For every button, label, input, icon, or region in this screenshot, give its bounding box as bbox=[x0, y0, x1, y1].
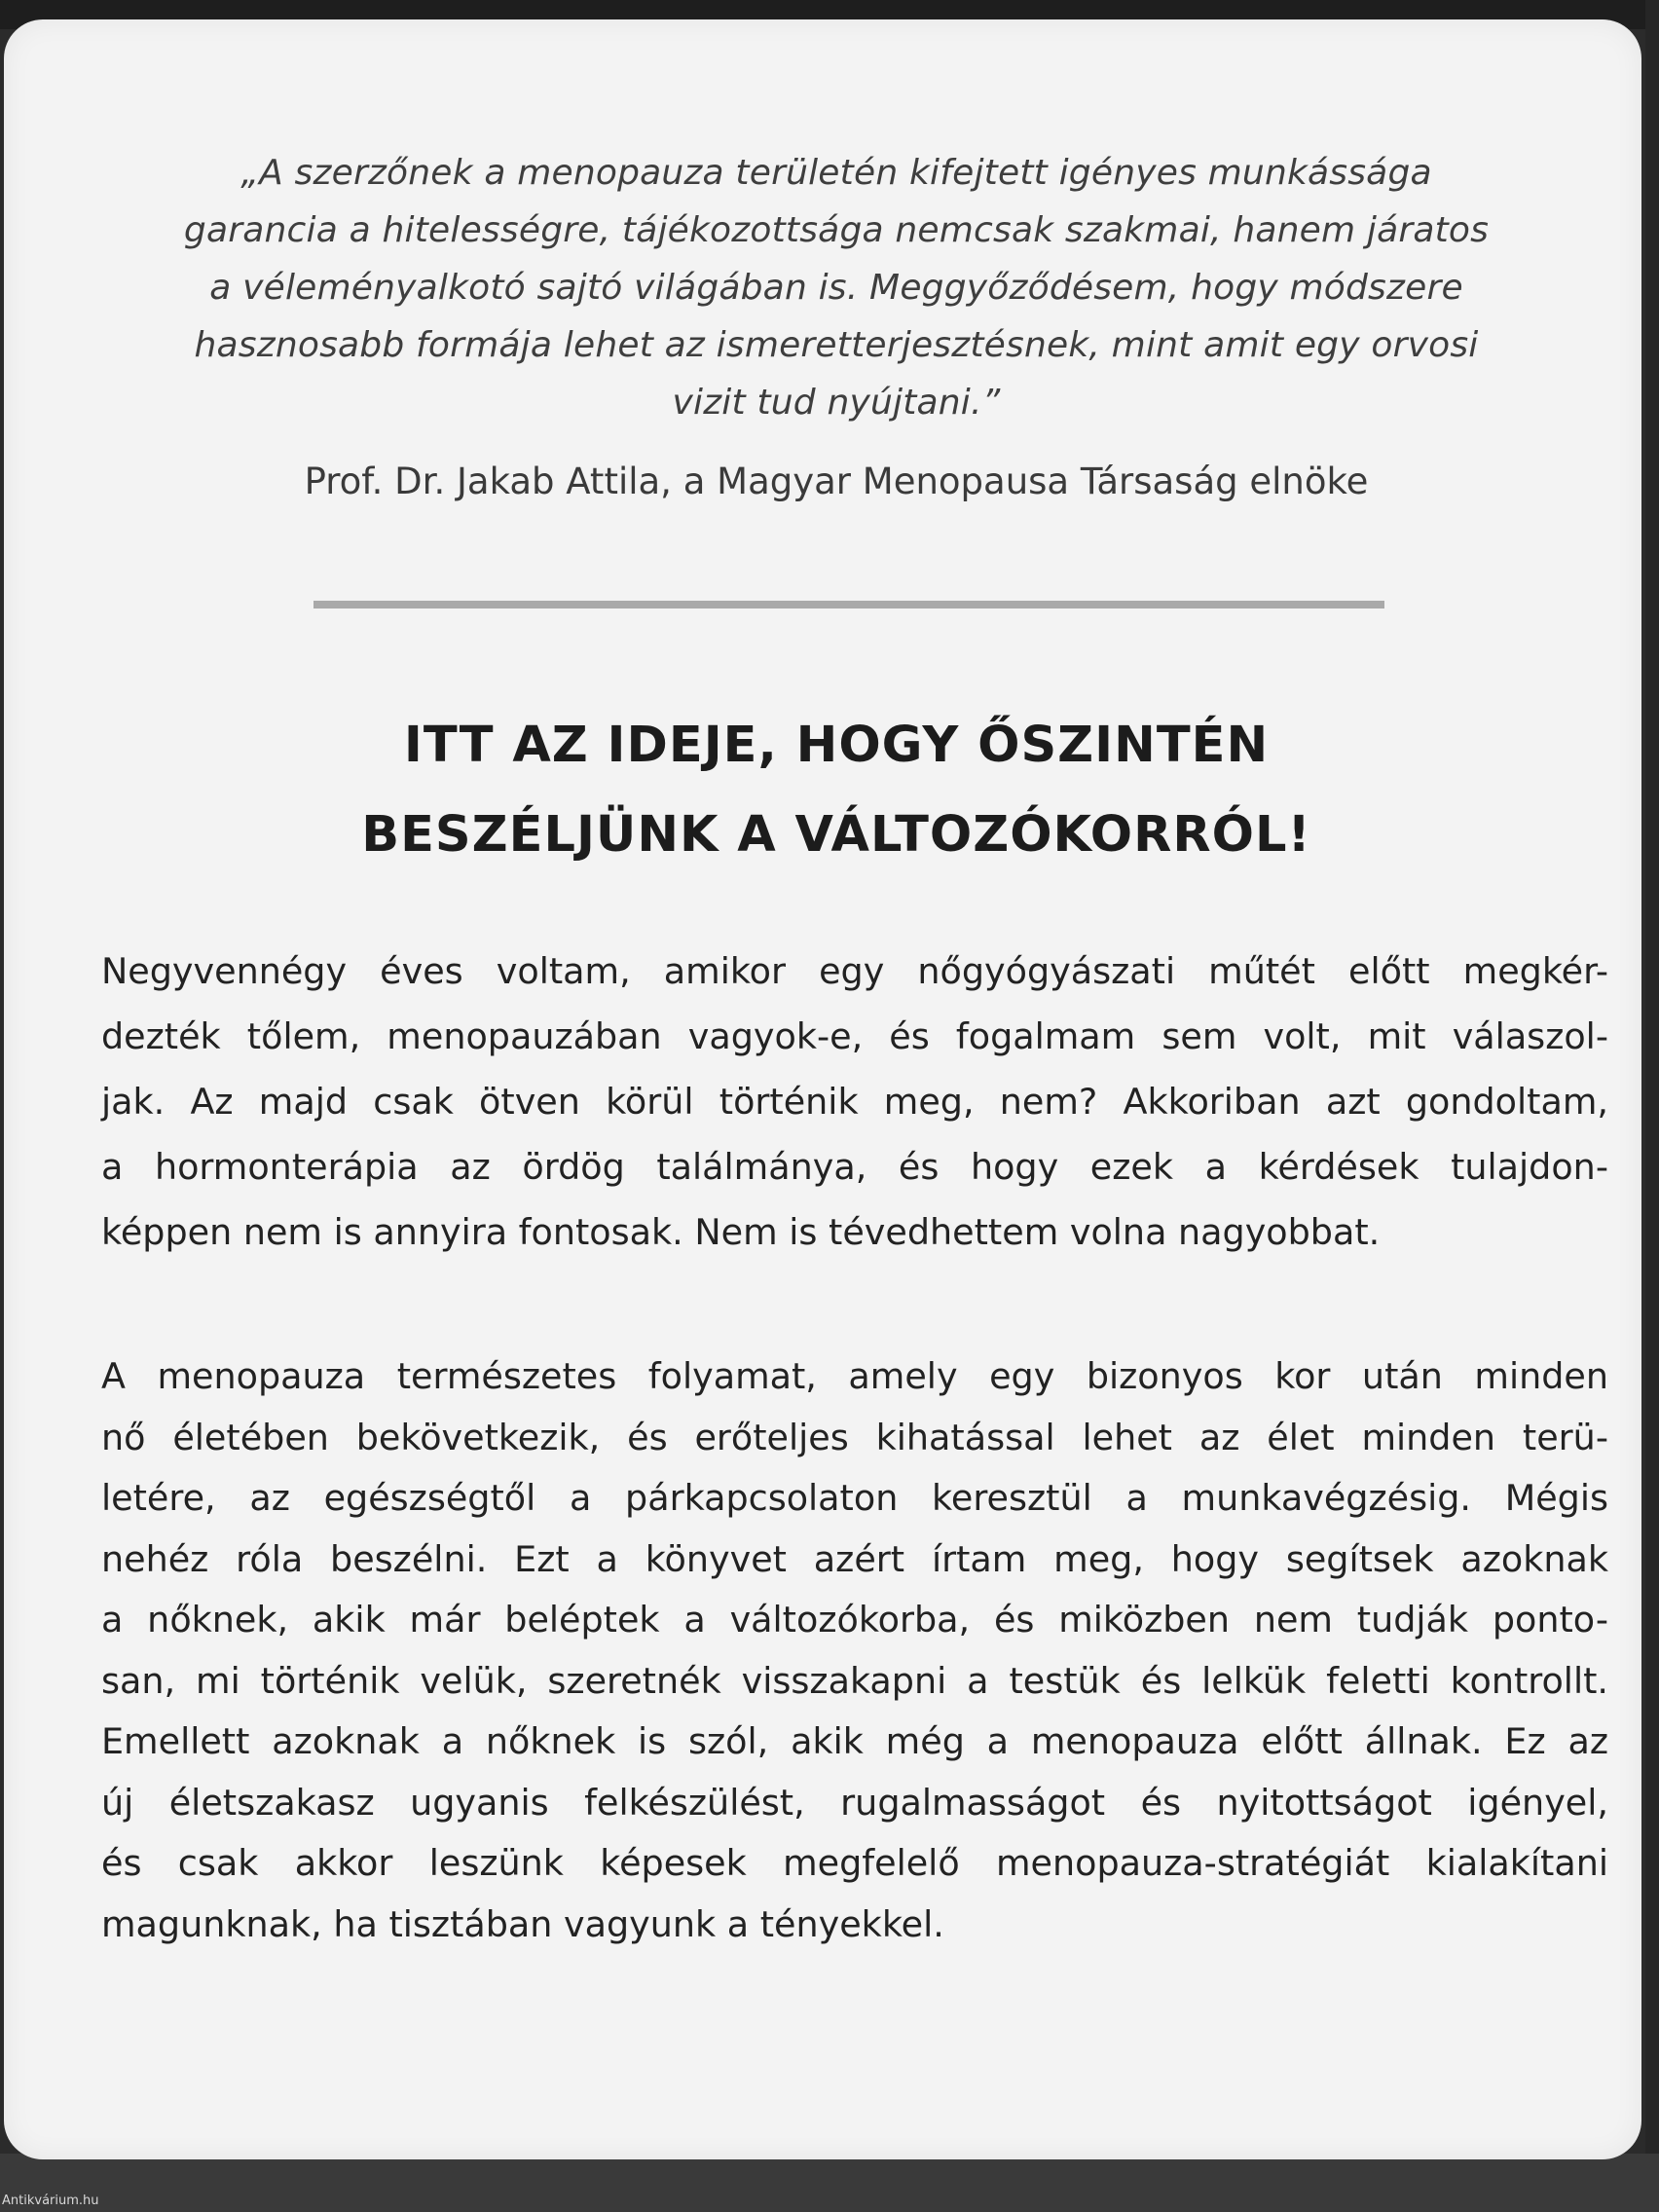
body-paragraph-1 bbox=[101, 939, 1608, 1265]
quote-attribution: Prof. Dr. Jakab Attila, a Magyar Menopausa Társaság elnöke bbox=[304, 461, 1369, 502]
paragraph-line: a hormonterápia az ördög találmánya, és hogy ezek a kérdések tulajdon- bbox=[101, 1146, 1608, 1188]
paragraph-line: új életszakasz ugyanis felkészülést, rugalmasságot és nyitottságot igényel, bbox=[101, 1781, 1608, 1824]
paragraph-line: a nőknek, akik már beléptek a változókorba, és miközben nem tudják ponto- bbox=[101, 1599, 1608, 1641]
headline-line: BESZÉLJÜNK A VÁLTOZÓKORRÓL! bbox=[361, 806, 1311, 864]
paragraph-line: nő életében bekövetkezik, és erőteljes kihatással lehet az élet minden terü- bbox=[101, 1416, 1608, 1458]
paragraph-line: Negyvennégy éves voltam, amikor egy nőgyógyászati műtét előtt megkér- bbox=[101, 950, 1608, 992]
quote-line: hasznosabb formája lehet az ismeretterjesztésnek, mint amit egy orvosi bbox=[194, 325, 1479, 365]
headline-line: ITT AZ IDEJE, HOGY ŐSZINTÉN bbox=[403, 717, 1270, 774]
quote-line: a véleményalkotó sajtó világában is. Meggyőződésem, hogy módszere bbox=[209, 268, 1463, 308]
watermark: Antikvárium.hu bbox=[2, 2194, 99, 2208]
background-bottom bbox=[0, 2154, 1659, 2212]
endorsement-quote bbox=[111, 144, 1562, 431]
quote-line: vizit tud nyújtani.” bbox=[672, 383, 1001, 423]
background-right bbox=[1645, 0, 1659, 2212]
paragraph-line: Emellett azoknak a nőknek is szól, akik még a menopauza előtt állnak. Ez az bbox=[101, 1720, 1608, 1762]
book-back-cover bbox=[4, 19, 1641, 2159]
paragraph-line: jak. Az majd csak ötven körül történik meg, nem? Akkoriban azt gondoltam, bbox=[101, 1081, 1608, 1123]
body-paragraph-2 bbox=[101, 1346, 1608, 1955]
paragraph-line: san, mi történik velük, szeretnék visszakapni a testük és lelkük feletti kontrollt. bbox=[101, 1659, 1608, 1702]
quote-line: garancia a hitelességre, tájékozottsága nemcsak szakmai, hanem járatos bbox=[183, 210, 1490, 250]
paragraph-line: képpen nem is annyira fontosak. Nem is tévedhettem volna nagyobbat. bbox=[101, 1211, 1381, 1253]
paragraph-line: letére, az egészségtől a párkapcsolaton keresztül a munkavégzésig. Mégis bbox=[101, 1477, 1608, 1519]
paragraph-line: magunknak, ha tisztában vagyunk a tényekkel. bbox=[101, 1902, 944, 1945]
quote-line: „A szerzőnek a menopauza területén kifejtett igényes munkássága bbox=[240, 153, 1432, 193]
section-divider bbox=[313, 601, 1384, 608]
paragraph-line: és csak akkor leszünk képesek megfelelő menopauza-stratégiát kialakítani bbox=[101, 1842, 1608, 1884]
paragraph-line: dezték tőlem, menopauzában vagyok-e, és fogalmam sem volt, mit válaszol- bbox=[101, 1015, 1608, 1057]
paragraph-line: A menopauza természetes folyamat, amely egy bizonyos kor után minden bbox=[101, 1355, 1608, 1397]
paragraph-line: nehéz róla beszélni. Ezt a könyvet azért írtam meg, hogy segítsek azoknak bbox=[101, 1537, 1608, 1580]
headline bbox=[111, 701, 1562, 880]
